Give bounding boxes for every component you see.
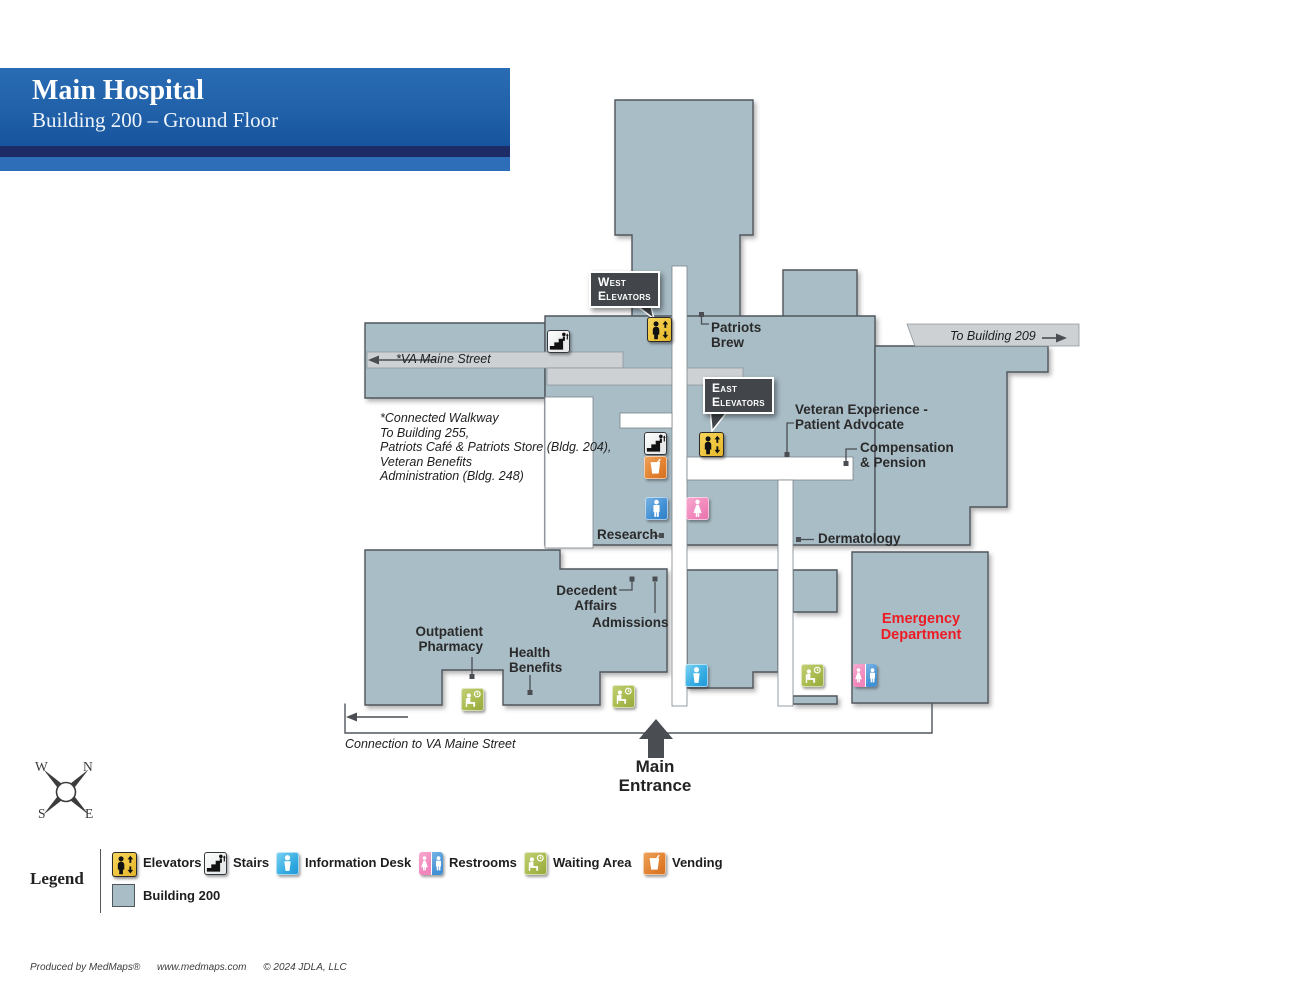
west-elevators-callout: West Elevators — [589, 271, 660, 308]
west-stairs-icon — [547, 330, 570, 353]
corridor-notch — [620, 413, 672, 428]
upper-east-block — [783, 270, 857, 320]
label-va-maine-street: *VA Maine Street — [396, 352, 491, 366]
map-subtitle: Building 200 – Ground Floor — [32, 108, 279, 132]
compass-west-letter: W — [35, 759, 48, 774]
east-stairs-icon — [644, 432, 667, 455]
footer-copyright: © 2024 JDLA, LLC — [263, 962, 347, 973]
legend-waiting-area-label: Waiting Area — [553, 855, 632, 870]
label-admissions: Admissions — [592, 615, 669, 630]
legend-divider — [100, 849, 101, 913]
map-title: Main Hospital — [32, 75, 204, 106]
west-elevators-icon — [647, 317, 672, 342]
label-compensation-pension: Compensation & Pension — [860, 440, 954, 470]
legend-waiting-area-icon — [524, 852, 547, 875]
legend-title: Legend — [30, 869, 84, 888]
information-desk-icon — [685, 664, 708, 687]
legend-mens-half-icon — [432, 852, 444, 875]
label-to-building-209: To Building 209 — [950, 329, 1036, 343]
ed-waiting-area-icon — [801, 664, 824, 687]
east-elevators-callout: East Elevators — [703, 377, 774, 414]
label-main-entrance: Main Entrance — [618, 757, 692, 795]
label-outpatient-pharmacy: Outpatient Pharmacy — [415, 624, 483, 654]
legend-restrooms-icon — [419, 852, 443, 875]
mens-restroom-icon — [645, 497, 668, 520]
legend-information-desk-label: Information Desk — [305, 855, 412, 870]
label-connected-walkway: *Connected Walkway To Building 255, Patriots Café & Patriots Store (Bldg. 204), Veteran Benefits Administration (Bldg. 248) — [380, 411, 612, 484]
legend-information-desk-icon — [276, 852, 299, 875]
compass-north-letter: N — [83, 759, 93, 774]
legend-restrooms-label: Restrooms — [449, 855, 517, 870]
compass-east-letter: E — [85, 806, 94, 821]
legend-vending-label: Vending — [672, 855, 723, 870]
legend-stairs-icon — [204, 852, 227, 875]
compass-rose — [43, 769, 88, 814]
label-decedent-affairs: Decedent Affairs — [556, 583, 617, 613]
east-elevators-icon — [699, 432, 724, 457]
footer-produced-by: Produced by MedMaps® — [30, 962, 141, 973]
legend-vending-icon — [643, 852, 666, 875]
east-vertical-corridor — [778, 480, 793, 706]
label-health-benefits: Health Benefits — [509, 645, 563, 675]
legend-elevators-label: Elevators — [143, 855, 202, 870]
label-emergency-department: Emergency Department — [880, 611, 962, 643]
east-horizontal-corridor — [687, 457, 853, 480]
corridor-connection-va — [345, 703, 932, 733]
label-veteran-experience: Veteran Experience - Patient Advocate — [795, 402, 928, 432]
womens-restroom-icon — [686, 497, 709, 520]
label-dermatology: Dermatology — [818, 531, 901, 546]
legend-building-200-label: Building 200 — [143, 888, 221, 903]
mens-restroom-half-icon — [866, 664, 878, 687]
label-research: Research — [597, 527, 658, 542]
corridor-stub — [793, 696, 837, 704]
compass-south-letter: S — [38, 806, 46, 821]
pharmacy-waiting-area-icon — [461, 688, 484, 711]
footer-url: www.medmaps.com — [156, 962, 247, 973]
ed-restrooms-icon — [853, 664, 877, 687]
small-block — [793, 570, 837, 612]
footer-credit — [30, 962, 361, 973]
label-patriots-brew: Patriots Brew — [711, 320, 762, 350]
main-vertical-corridor — [672, 266, 687, 706]
label-connection-va: Connection to VA Maine Street — [345, 737, 516, 751]
vending-icon — [644, 456, 667, 479]
legend-elevators-icon — [112, 852, 137, 877]
central-waiting-area-icon — [612, 685, 635, 708]
legend-building-200-swatch — [112, 884, 135, 907]
legend — [0, 845, 760, 920]
legend-stairs-label: Stairs — [233, 855, 270, 870]
